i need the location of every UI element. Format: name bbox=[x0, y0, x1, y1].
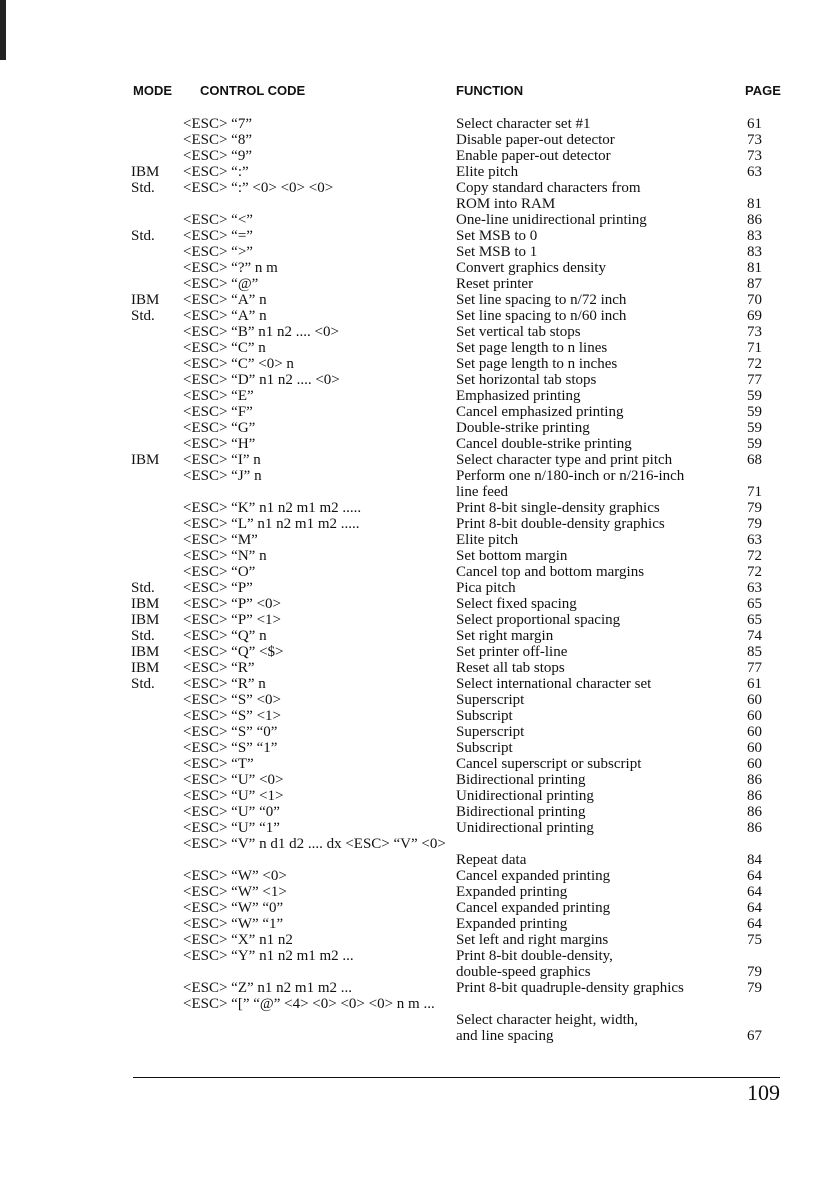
row-function: Emphasized printing bbox=[456, 388, 581, 404]
row-control-code: <ESC> “N” n bbox=[183, 548, 267, 564]
table-row bbox=[0, 148, 838, 164]
row-page: 68 bbox=[747, 452, 762, 468]
row-control-code: <ESC> “L” n1 n2 m1 m2 ..... bbox=[183, 516, 360, 532]
row-control-code: <ESC> “P” bbox=[183, 580, 253, 596]
row-page: 65 bbox=[747, 612, 762, 628]
row-page: 86 bbox=[747, 788, 762, 804]
table-row bbox=[0, 228, 838, 244]
row-control-code: <ESC> “Z” n1 n2 m1 m2 ... bbox=[183, 980, 352, 996]
table-row bbox=[0, 356, 838, 372]
table-row bbox=[0, 484, 838, 500]
row-page: 73 bbox=[747, 324, 762, 340]
row-page: 85 bbox=[747, 644, 762, 660]
row-function: Reset printer bbox=[456, 276, 534, 292]
row-page: 63 bbox=[747, 580, 762, 596]
row-control-code: <ESC> “O” bbox=[183, 564, 256, 580]
table-row bbox=[0, 276, 838, 292]
row-page: 83 bbox=[747, 228, 762, 244]
row-control-code: <ESC> “S” <1> bbox=[183, 708, 282, 724]
row-page: 60 bbox=[747, 724, 762, 740]
row-page: 79 bbox=[747, 980, 762, 996]
row-page: 63 bbox=[747, 164, 762, 180]
row-mode: Std. bbox=[131, 228, 155, 244]
row-page: 79 bbox=[747, 516, 762, 532]
row-function: Set vertical tab stops bbox=[456, 324, 581, 340]
row-control-code: <ESC> “S” “1” bbox=[183, 740, 278, 756]
table-row bbox=[0, 308, 838, 324]
table-row bbox=[0, 772, 838, 788]
table-row bbox=[0, 452, 838, 468]
row-function: Repeat data bbox=[456, 852, 527, 868]
row-page: 72 bbox=[747, 564, 762, 580]
row-control-code: <ESC> “K” n1 n2 m1 m2 ..... bbox=[183, 500, 362, 516]
table-row bbox=[0, 580, 838, 596]
table-row bbox=[0, 724, 838, 740]
row-page: 71 bbox=[747, 340, 762, 356]
row-page: 83 bbox=[747, 244, 762, 260]
row-function: Set right margin bbox=[456, 628, 554, 644]
table-row bbox=[0, 244, 838, 260]
row-function: and line spacing bbox=[456, 1028, 554, 1044]
table-row bbox=[0, 932, 838, 948]
row-mode: Std. bbox=[131, 308, 155, 324]
row-function: Set MSB to 0 bbox=[456, 228, 538, 244]
row-page: 64 bbox=[747, 900, 762, 916]
row-control-code: <ESC> “G” bbox=[183, 420, 256, 436]
table-row bbox=[0, 836, 838, 852]
table-row bbox=[0, 692, 838, 708]
row-function: Set page length to n inches bbox=[456, 356, 618, 372]
row-control-code: <ESC> “P” <1> bbox=[183, 612, 282, 628]
row-control-code: <ESC> “A” n bbox=[183, 308, 267, 324]
row-page: 74 bbox=[747, 628, 762, 644]
row-function: ROM into RAM bbox=[456, 196, 556, 212]
row-function: Copy standard characters from bbox=[456, 180, 641, 196]
row-control-code: <ESC> “9” bbox=[183, 148, 252, 164]
row-control-code: <ESC> “Q” n bbox=[183, 628, 267, 644]
table-row bbox=[0, 532, 838, 548]
row-control-code: <ESC> “P” <0> bbox=[183, 596, 282, 612]
table-row bbox=[0, 676, 838, 692]
table-row bbox=[0, 116, 838, 132]
row-control-code: <ESC> “8” bbox=[183, 132, 252, 148]
row-function: Superscript bbox=[456, 692, 525, 708]
row-mode: IBM bbox=[131, 596, 160, 612]
row-page: 60 bbox=[747, 708, 762, 724]
table-row bbox=[0, 212, 838, 228]
row-control-code: <ESC> “Q” <$> bbox=[183, 644, 284, 660]
row-page: 86 bbox=[747, 804, 762, 820]
header-page: PAGE bbox=[745, 83, 781, 98]
row-control-code: <ESC> “[” “@” <4> <0> <0> <0> n m ... bbox=[183, 996, 435, 1012]
row-page: 79 bbox=[747, 964, 762, 980]
row-page: 86 bbox=[747, 772, 762, 788]
row-control-code: <ESC> “:” bbox=[183, 164, 249, 180]
row-control-code: <ESC> “R” bbox=[183, 660, 255, 676]
row-function: double-speed graphics bbox=[456, 964, 591, 980]
row-function: Expanded printing bbox=[456, 884, 568, 900]
row-mode: IBM bbox=[131, 452, 160, 468]
row-control-code: <ESC> “B” n1 n2 .... <0> bbox=[183, 324, 339, 340]
row-mode: IBM bbox=[131, 164, 160, 180]
row-control-code: <ESC> “F” bbox=[183, 404, 253, 420]
table-row bbox=[0, 340, 838, 356]
row-function: Set printer off-line bbox=[456, 644, 568, 660]
row-function: One-line unidirectional printing bbox=[456, 212, 647, 228]
row-page: 81 bbox=[747, 260, 762, 276]
row-page: 73 bbox=[747, 132, 762, 148]
table-row bbox=[0, 628, 838, 644]
table-row bbox=[0, 564, 838, 580]
row-page: 61 bbox=[747, 676, 762, 692]
row-function: Set page length to n lines bbox=[456, 340, 608, 356]
table-row bbox=[0, 708, 838, 724]
table-row bbox=[0, 196, 838, 212]
row-function: Unidirectional printing bbox=[456, 788, 594, 804]
table-row bbox=[0, 612, 838, 628]
row-control-code: <ESC> “W” <1> bbox=[183, 884, 287, 900]
row-page: 75 bbox=[747, 932, 762, 948]
row-function: Enable paper-out detector bbox=[456, 148, 611, 164]
row-mode: Std. bbox=[131, 676, 155, 692]
row-page: 64 bbox=[747, 884, 762, 900]
row-mode: IBM bbox=[131, 660, 160, 676]
row-control-code: <ESC> “=” bbox=[183, 228, 253, 244]
table-row bbox=[0, 964, 838, 980]
table-row bbox=[0, 324, 838, 340]
row-control-code: <ESC> “<” bbox=[183, 212, 253, 228]
row-page: 59 bbox=[747, 388, 762, 404]
row-function: Reset all tab stops bbox=[456, 660, 565, 676]
table-row bbox=[0, 756, 838, 772]
row-function: Set horizontal tab stops bbox=[456, 372, 597, 388]
row-page: 60 bbox=[747, 756, 762, 772]
table-row bbox=[0, 132, 838, 148]
row-control-code: <ESC> “W” <0> bbox=[183, 868, 287, 884]
row-page: 71 bbox=[747, 484, 762, 500]
row-control-code: <ESC> “C” n bbox=[183, 340, 266, 356]
table-row bbox=[0, 916, 838, 932]
row-control-code: <ESC> “>” bbox=[183, 244, 253, 260]
row-function: Set line spacing to n/60 inch bbox=[456, 308, 627, 324]
row-function: Set left and right margins bbox=[456, 932, 609, 948]
table-row bbox=[0, 900, 838, 916]
row-function: Set MSB to 1 bbox=[456, 244, 538, 260]
row-mode: IBM bbox=[131, 644, 160, 660]
row-page: 64 bbox=[747, 916, 762, 932]
table-row bbox=[0, 1012, 838, 1028]
table-row bbox=[0, 260, 838, 276]
row-mode: IBM bbox=[131, 292, 160, 308]
row-function: line feed bbox=[456, 484, 509, 500]
row-function: Subscript bbox=[456, 740, 513, 756]
table-row bbox=[0, 852, 838, 868]
row-function: Double-strike printing bbox=[456, 420, 590, 436]
row-function: Bidirectional printing bbox=[456, 804, 586, 820]
row-control-code: <ESC> “S” <0> bbox=[183, 692, 282, 708]
row-control-code: <ESC> “:” <0> <0> <0> bbox=[183, 180, 334, 196]
header-control-code: CONTROL CODE bbox=[200, 83, 306, 98]
row-control-code: <ESC> “@” bbox=[183, 276, 259, 292]
table-row bbox=[0, 884, 838, 900]
table-row bbox=[0, 1028, 838, 1044]
row-control-code: <ESC> “U” <1> bbox=[183, 788, 284, 804]
table-row bbox=[0, 292, 838, 308]
row-function: Set line spacing to n/72 inch bbox=[456, 292, 627, 308]
row-control-code: <ESC> “E” bbox=[183, 388, 254, 404]
row-page: 79 bbox=[747, 500, 762, 516]
table-row bbox=[0, 660, 838, 676]
scan-edge-mark bbox=[0, 0, 6, 60]
row-function: Perform one n/180-inch or n/216-inch bbox=[456, 468, 685, 484]
row-mode: Std. bbox=[131, 180, 155, 196]
page-number: 109 bbox=[747, 1080, 780, 1105]
row-function: Convert graphics density bbox=[456, 260, 606, 276]
row-control-code: <ESC> “I” n bbox=[183, 452, 261, 468]
table-row bbox=[0, 548, 838, 564]
row-function: Elite pitch bbox=[456, 532, 519, 548]
row-page: 77 bbox=[747, 372, 762, 388]
row-page: 73 bbox=[747, 148, 762, 164]
row-function: Select character type and print pitch bbox=[456, 452, 673, 468]
row-control-code: <ESC> “M” bbox=[183, 532, 258, 548]
row-function: Unidirectional printing bbox=[456, 820, 594, 836]
row-control-code: <ESC> “T” bbox=[183, 756, 254, 772]
row-control-code: <ESC> “U” “0” bbox=[183, 804, 280, 820]
row-function: Pica pitch bbox=[456, 580, 516, 596]
table-row bbox=[0, 644, 838, 660]
table-row bbox=[0, 372, 838, 388]
row-control-code: <ESC> “U” <0> bbox=[183, 772, 284, 788]
table-row bbox=[0, 388, 838, 404]
row-page: 86 bbox=[747, 212, 762, 228]
row-control-code: <ESC> “?” n m bbox=[183, 260, 278, 276]
row-function: Select character height, width, bbox=[456, 1012, 639, 1028]
row-mode: Std. bbox=[131, 580, 155, 596]
row-page: 60 bbox=[747, 692, 762, 708]
row-function: Cancel expanded printing bbox=[456, 868, 611, 884]
row-page: 67 bbox=[747, 1028, 762, 1044]
row-function: Print 8-bit double-density, bbox=[456, 948, 613, 964]
row-function: Select international character set bbox=[456, 676, 652, 692]
row-page: 72 bbox=[747, 548, 762, 564]
row-page: 59 bbox=[747, 404, 762, 420]
row-page: 87 bbox=[747, 276, 762, 292]
row-control-code: <ESC> “X” n1 n2 bbox=[183, 932, 293, 948]
row-page: 60 bbox=[747, 740, 762, 756]
header-function: FUNCTION bbox=[456, 83, 524, 98]
table-row bbox=[0, 516, 838, 532]
table-row bbox=[0, 500, 838, 516]
row-page: 70 bbox=[747, 292, 762, 308]
table-row bbox=[0, 596, 838, 612]
table-row bbox=[0, 804, 838, 820]
table-row bbox=[0, 820, 838, 836]
row-control-code: <ESC> “C” <0> n bbox=[183, 356, 294, 372]
row-function: Cancel top and bottom margins bbox=[456, 564, 645, 580]
row-page: 64 bbox=[747, 868, 762, 884]
row-page: 63 bbox=[747, 532, 762, 548]
row-function: Expanded printing bbox=[456, 916, 568, 932]
row-function: Cancel double-strike printing bbox=[456, 436, 632, 452]
row-function: Elite pitch bbox=[456, 164, 519, 180]
row-page: 59 bbox=[747, 420, 762, 436]
row-page: 86 bbox=[747, 820, 762, 836]
row-mode: IBM bbox=[131, 612, 160, 628]
header-mode: MODE bbox=[133, 83, 172, 98]
table-header bbox=[0, 83, 838, 101]
row-function: Disable paper-out detector bbox=[456, 132, 615, 148]
table-row bbox=[0, 420, 838, 436]
table-row bbox=[0, 948, 838, 964]
row-function: Bidirectional printing bbox=[456, 772, 586, 788]
row-function: Select fixed spacing bbox=[456, 596, 577, 612]
row-control-code: <ESC> “V” n d1 d2 .... dx <ESC> “V” <0> bbox=[183, 836, 446, 852]
row-function: Print 8-bit double-density graphics bbox=[456, 516, 665, 532]
table-row bbox=[0, 404, 838, 420]
row-mode: Std. bbox=[131, 628, 155, 644]
table-row bbox=[0, 164, 838, 180]
row-function: Cancel emphasized printing bbox=[456, 404, 624, 420]
row-function: Select character set #1 bbox=[456, 116, 591, 132]
row-control-code: <ESC> “W” “1” bbox=[183, 916, 284, 932]
row-control-code: <ESC> “H” bbox=[183, 436, 256, 452]
row-function: Cancel expanded printing bbox=[456, 900, 611, 916]
row-function: Select proportional spacing bbox=[456, 612, 621, 628]
row-control-code: <ESC> “W” “0” bbox=[183, 900, 284, 916]
row-control-code: <ESC> “Y” n1 n2 m1 m2 ... bbox=[183, 948, 354, 964]
row-function: Print 8-bit quadruple-density graphics bbox=[456, 980, 684, 996]
row-control-code: <ESC> “U” “1” bbox=[183, 820, 280, 836]
row-page: 84 bbox=[747, 852, 762, 868]
row-page: 81 bbox=[747, 196, 762, 212]
row-control-code: <ESC> “S” “0” bbox=[183, 724, 278, 740]
row-control-code: <ESC> “7” bbox=[183, 116, 252, 132]
row-control-code: <ESC> “D” n1 n2 .... <0> bbox=[183, 372, 340, 388]
row-function: Cancel superscript or subscript bbox=[456, 756, 642, 772]
table-row bbox=[0, 436, 838, 452]
row-control-code: <ESC> “A” n bbox=[183, 292, 267, 308]
row-page: 61 bbox=[747, 116, 762, 132]
row-page: 59 bbox=[747, 436, 762, 452]
table-row bbox=[0, 740, 838, 756]
table-row bbox=[0, 980, 838, 996]
row-page: 77 bbox=[747, 660, 762, 676]
command-table bbox=[0, 116, 838, 1044]
table-row bbox=[0, 996, 838, 1012]
row-function: Set bottom margin bbox=[456, 548, 568, 564]
row-page: 65 bbox=[747, 596, 762, 612]
row-control-code: <ESC> “J” n bbox=[183, 468, 262, 484]
row-control-code: <ESC> “R” n bbox=[183, 676, 266, 692]
row-function: Subscript bbox=[456, 708, 513, 724]
footer-rule bbox=[133, 1077, 780, 1078]
table-row bbox=[0, 180, 838, 196]
table-row bbox=[0, 868, 838, 884]
row-function: Print 8-bit single-density graphics bbox=[456, 500, 660, 516]
table-row bbox=[0, 788, 838, 804]
row-page: 72 bbox=[747, 356, 762, 372]
row-function: Superscript bbox=[456, 724, 525, 740]
table-row bbox=[0, 468, 838, 484]
row-page: 69 bbox=[747, 308, 762, 324]
